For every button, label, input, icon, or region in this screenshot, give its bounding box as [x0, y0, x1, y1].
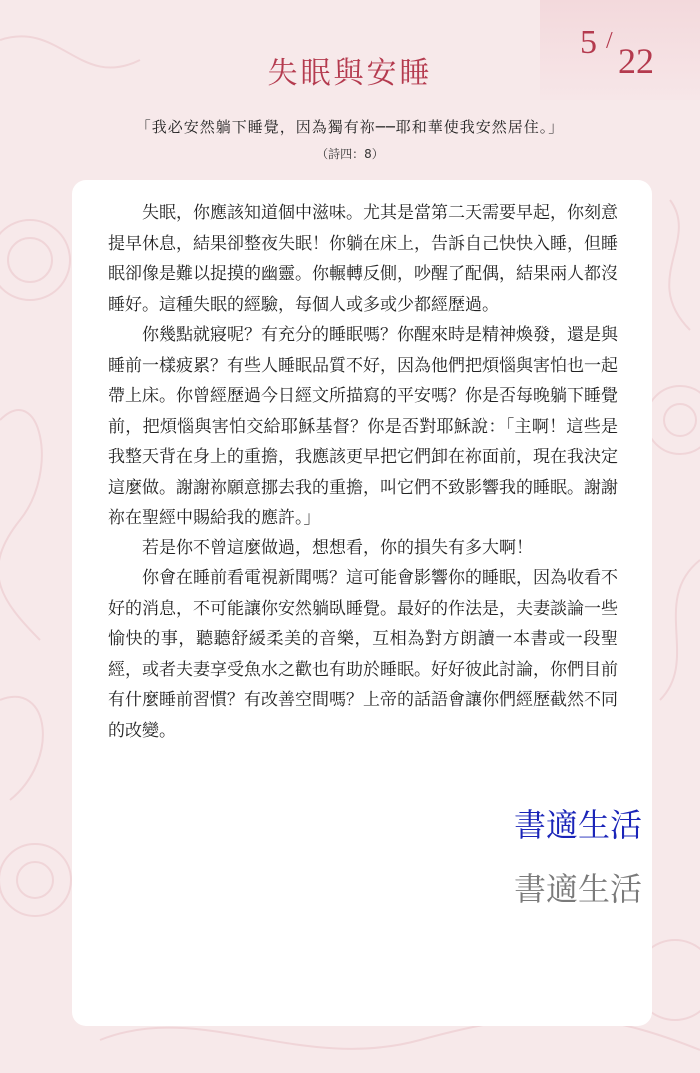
paragraph-2: 你幾點就寢呢？有充分的睡眠嗎？你醒來時是精神煥發，還是與睡前一樣疲累？有些人睡眠品質不好，因為他們把煩惱與害怕也一起帶上床。你曾經歷過今日經文所描寫的平安嗎？你是否每晚躺下睡覺前，把煩惱與害怕交給耶穌基督？你是否對耶穌說：「主啊！這些是我整天背在身上的重擔，我應該更早把它們卸在祢面前，現在我決定這麼做。謝謝祢願意挪去我的重擔，叫它們不致影響我的睡眠。謝謝祢在聖經中賜給我的應許。」	[108, 325, 618, 528]
brand-link[interactable]: 書適生活	[513, 806, 642, 844]
scripture-verse: 「我必安然躺下睡覺，因為獨有祢──耶和華使我安然居住。」	[135, 118, 565, 136]
paragraph-1: 失眠，你應該知道個中滋味。尤其是當第二天需要早起，你刻意提早休息，結果卻整夜失眠！你躺在床上，告訴自己快快入睡，但睡眠卻像是難以捉摸的幽靈。你輾轉反側，吵醒了配偶，結果兩人都沒睡好。這種失眠的經驗，每個人或多或少都經歷過。	[108, 203, 618, 315]
paragraph-4: 你會在睡前看電視新聞嗎？這可能會影響你的睡眠，因為收看不好的消息，不可能讓你安然躺臥睡覺。最好的作法是，夫妻談論一些愉快的事，聽聽舒緩柔美的音樂，互相為對方朗讀一本書或一段聖經，或者夫妻享受魚水之歡也有助於睡眠。好好彼此討論，你們目前有什麼睡前習慣？有改善空間嗎？上帝的話語會讓你們經歷截然不同的改變。	[108, 568, 618, 741]
paragraph-3: 若是你不曾這麼做過，想想看，你的損失有多大啊！	[142, 538, 533, 558]
page-title: 失眠與安睡	[267, 56, 433, 91]
date-number: 22	[618, 41, 654, 81]
scripture-reference: （詩四：8）	[316, 147, 384, 161]
date-day: 5	[580, 24, 597, 61]
date-slash: /	[606, 28, 613, 54]
brand-text: 書適生活	[513, 870, 642, 908]
